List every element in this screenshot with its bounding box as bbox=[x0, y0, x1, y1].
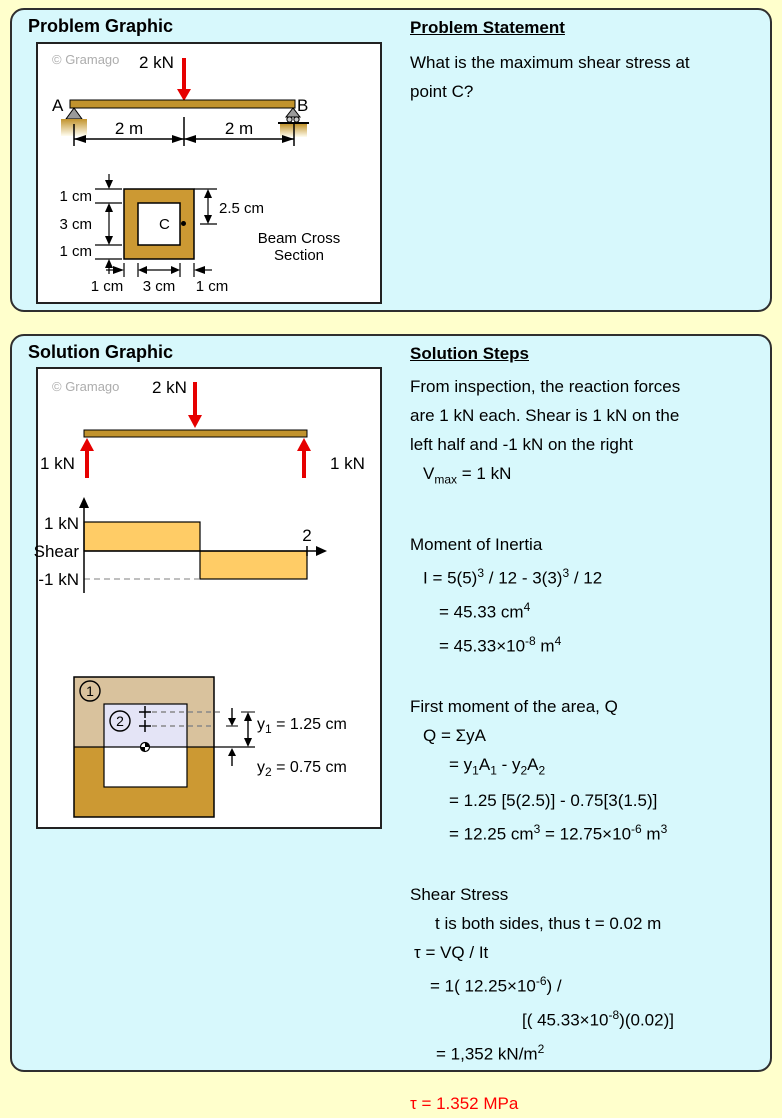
hole-region bbox=[104, 747, 187, 787]
statement-line: What is the maximum shear stress at bbox=[410, 53, 690, 72]
steps-stress-block bbox=[410, 880, 770, 1068]
step-line: From inspection, the reaction forces bbox=[410, 377, 681, 396]
step-line: $I = 5(5)^3 / 12 - 3(3)^3 / 12$ bbox=[423, 566, 603, 589]
step-line: = 1.25 [5(2.5)] - 0.75[3(1.5)] bbox=[449, 790, 658, 810]
dim-bottom-3: 1 cm bbox=[195, 278, 229, 295]
shear-diagram bbox=[34, 497, 327, 593]
problem-graphic-box bbox=[36, 42, 382, 304]
reaction-right-label: 1 kN bbox=[330, 454, 365, 473]
dim-right-label-cs: 2.5 cm bbox=[219, 200, 265, 217]
right-dimension-lines bbox=[194, 189, 217, 224]
neutral-axis-centroid-icon bbox=[141, 743, 150, 752]
y1-label: $y_1 = 1.25$ cm bbox=[257, 716, 347, 737]
span-dimension-lines bbox=[74, 117, 294, 146]
support-a-label: A bbox=[52, 96, 64, 115]
statement-line: point C? bbox=[410, 82, 474, 101]
y1-dimension-arrow bbox=[241, 712, 255, 747]
solution-steps-text bbox=[410, 372, 770, 1118]
step-line: Q = ΣyA bbox=[423, 726, 486, 746]
step-line: = 1,352 $kN/m^2$ bbox=[436, 1041, 545, 1064]
step-line: t is both sides, thus t = 0.02 m bbox=[435, 914, 662, 934]
problem-panel bbox=[10, 8, 772, 312]
dim-right-label: 2 m bbox=[224, 119, 254, 138]
area2-number: 2 bbox=[116, 713, 124, 729]
steps-inertia-block bbox=[410, 530, 770, 660]
step-line: = 12.25 $cm^3 = 12.75\times 10^{-6}$ $m^3$ bbox=[449, 821, 668, 844]
dim-top-left-label: 1 cm bbox=[59, 188, 92, 205]
shear-pos-label: 1 kN bbox=[44, 514, 79, 533]
final-answer: τ = 1.352 MPa bbox=[410, 1094, 519, 1114]
problem-graphic-title: Problem Graphic bbox=[28, 16, 174, 36]
step-line: = $45.33\times 10^{-8}$ $m^4$ bbox=[439, 633, 562, 656]
load-arrow-icon bbox=[188, 382, 202, 428]
x-end-label: 2 bbox=[302, 526, 312, 545]
step-line: are 1 kN each. Shear is 1 kN on the bbox=[410, 406, 680, 425]
shear-positive-area bbox=[84, 522, 200, 551]
problem-statement-heading: Problem Statement bbox=[410, 18, 565, 37]
watermark: © Gramago bbox=[52, 52, 120, 67]
beam bbox=[70, 100, 295, 108]
step-line: τ = VQ / It bbox=[414, 943, 489, 963]
step-line: = 1( $12.25\times 10^{-6}$) / bbox=[430, 974, 562, 997]
shear-neg-label: -1 kN bbox=[38, 570, 79, 589]
step-line: = $y_1A_1 - y_2A_2$ bbox=[449, 755, 546, 778]
y-axis-arrowhead bbox=[79, 497, 89, 508]
step-line: $V_{max} = 1$ kN bbox=[423, 464, 512, 487]
dim-left-label: 2 m bbox=[114, 119, 144, 138]
solution-graphic-title: Solution Graphic bbox=[28, 342, 174, 362]
solution-steps-heading: Solution Steps bbox=[410, 344, 529, 363]
x-axis-arrowhead bbox=[316, 546, 327, 556]
watermark: © Gramago bbox=[52, 379, 120, 394]
load-arrow-icon bbox=[177, 58, 191, 101]
caption-line1: Beam Cross bbox=[257, 230, 341, 247]
reaction-left-label: 1 kN bbox=[40, 454, 75, 473]
problem-statement-text bbox=[410, 48, 770, 106]
load-label: 2 kN bbox=[139, 53, 174, 72]
beam bbox=[84, 430, 307, 437]
left-dimension-lines bbox=[95, 174, 122, 274]
reaction-arrow-left-icon bbox=[80, 438, 94, 478]
solution-panel bbox=[10, 334, 772, 1114]
step-line: = 45.33 $cm^4$ bbox=[439, 600, 531, 622]
support-b-label: B bbox=[297, 96, 309, 115]
steps-q-block bbox=[410, 692, 770, 848]
load-label: 2 kN bbox=[152, 378, 187, 397]
dim-bottom-2: 3 cm bbox=[142, 278, 176, 295]
steps-intro-block bbox=[410, 372, 770, 494]
caption-line2: Section bbox=[273, 247, 325, 264]
problem-diagram bbox=[38, 44, 376, 298]
step-line: left half and -1 kN on the right bbox=[410, 435, 634, 454]
solution-graphic-box bbox=[33, 367, 382, 829]
y2-dimension-arrows bbox=[226, 708, 238, 766]
step-line: Moment of Inertia bbox=[410, 535, 543, 555]
reaction-arrow-right-icon bbox=[297, 438, 311, 478]
solution-diagram bbox=[33, 369, 376, 823]
dim-bottom-1: 1 cm bbox=[90, 278, 124, 295]
shear-axis-label: Shear bbox=[33, 542, 79, 561]
area-diagram bbox=[74, 677, 255, 817]
y2-label: $y_2 = 0.75$ cm bbox=[257, 759, 347, 780]
area1-number: 1 bbox=[86, 683, 94, 699]
step-line: First moment of the area, Q bbox=[410, 697, 618, 717]
point-c-label: C bbox=[159, 216, 170, 233]
dim-bottom-left-label: 1 cm bbox=[59, 243, 92, 260]
step-line: [( $45.33\times 10^{-8})(0.02)$] bbox=[522, 1008, 674, 1030]
dim-mid-left-label: 3 cm bbox=[59, 216, 92, 233]
point-c-dot bbox=[181, 221, 186, 226]
step-line: Shear Stress bbox=[410, 885, 509, 905]
shear-negative-area bbox=[200, 551, 307, 579]
